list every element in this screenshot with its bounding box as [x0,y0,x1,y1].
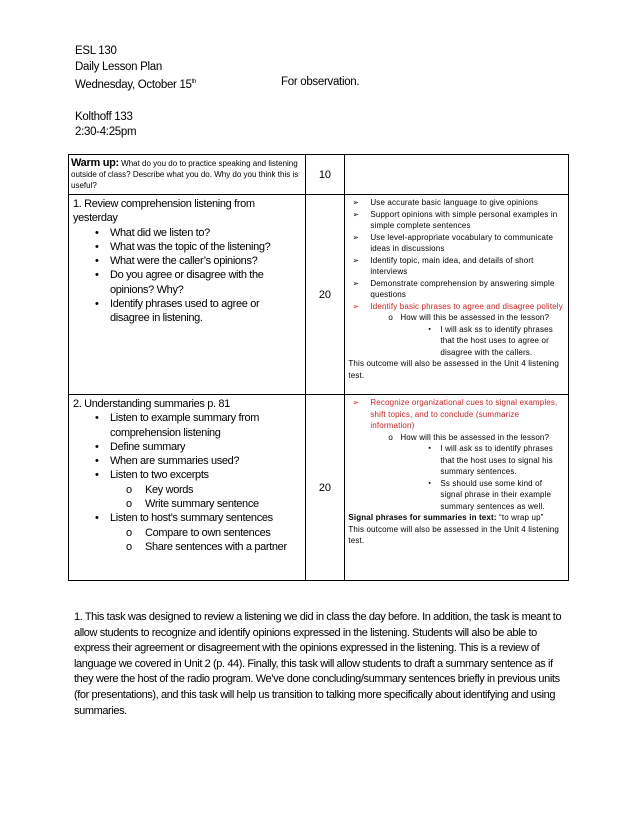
arrow-icon: ➢ [352,232,360,242]
section1-note: This outcome will also be assessed in the Unit 4 listening test. [348,359,559,380]
lesson-header [75,44,575,141]
arrow-icon: ➢ [352,255,360,265]
warmup-outcomes [345,155,569,195]
signal-text: “to wrap up” [496,513,544,522]
bullet-icon: • [95,269,99,282]
arrow-icon: ➢ [352,398,360,407]
circle-bullet-icon: o [388,313,393,322]
bullet-icon: • [95,455,99,468]
outcome-item: ➢ Use accurate basic language to give opinions [352,198,538,207]
warmup-text: What do you do to practice speaking and listening outside of class? Describe what you do. Why do you think this is useful? [71,159,299,190]
table-row [69,195,569,395]
section2-title: 2. Understanding summaries p. 81 [73,398,230,410]
list-item: • Identify phrases used to agree or disagree in listening. [95,298,260,325]
sub-list-item: o Share sentences with a partner [126,540,287,553]
bullet-icon: • [95,512,99,525]
list-item: • Listen to example summary from comprehension listening [95,412,260,439]
bullet-icon: • [95,440,99,453]
outcome-item-highlighted: ➢ Identify basic phrases to agree and disagree politely [352,301,563,311]
square-bullet-icon: ▪ [428,325,432,333]
table-row [69,155,569,195]
section2-outcomes [345,395,569,581]
course-code: ESL 130 [75,45,117,57]
bullet-icon: • [95,255,99,268]
list-item: • Listen to two excerpts o Key words o Write summary sentence [95,468,301,511]
table-row [69,395,569,581]
sub-list-item: o Write summary sentence [126,498,259,511]
list-item: • Listen to host’s summary sentences o Compare to own sentences o Share sentences with a partner [95,511,301,554]
list-item: • When are summaries used? [95,455,240,468]
section2-list [95,411,301,554]
signal-label: Signal phrases for summaries in text: [348,513,497,522]
assessment-answer: ▪ Ss should use some kind of signal phrase in their example summary sentences as well. [428,478,552,511]
sub-list-item: o Key words [126,483,194,496]
circle-bullet-icon: o [388,432,393,442]
arrow-icon: ➢ [352,209,360,219]
circle-bullet-icon: o [126,483,132,496]
section1-outcomes [345,195,569,395]
sub-list [126,483,301,512]
circle-bullet-icon: o [126,498,132,511]
circle-bullet-icon: o [126,526,132,539]
section2-minutes: 20 [305,395,345,581]
bullet-icon: • [95,226,99,239]
section2-note: This outcome will also be assessed in the Unit 4 listening test. [348,524,559,545]
assessment-question: o How will this be assessed in the lesson? [388,432,550,442]
section1-title: 1. Review comprehension listening from yesterday [73,198,255,225]
arrow-icon: ➢ [352,198,360,207]
list-item: • Define summary [95,440,186,453]
bullet-icon: • [95,298,99,311]
bullet-icon: • [95,469,99,482]
section2-activities [69,395,306,581]
square-bullet-icon: ▪ [428,445,432,452]
lesson-date: Wednesday, October 15th [75,79,197,91]
plan-title: Daily Lesson Plan [75,60,162,73]
assessment-answer: ▪ I will ask ss to identify phrases that the host uses to agree or disagree with the callers. [428,324,553,357]
lesson-plan-table [68,154,569,581]
outcome-item: ➢ Identify topic, main idea, and details of short interviews [352,255,534,276]
outcome-item: ➢ Use level-appropriate vocabulary to communicate ideas in discussions [352,232,554,253]
room: Kolthoff 133 [75,110,133,123]
signal-phrases [348,512,565,524]
outcome-item: ➢ Demonstrate comprehension by answering simple questions [352,278,555,299]
outcome-item-highlighted: ➢ Recognize organizational cues to signal examples, shift topics, and to conclude (summarize information) [352,398,558,430]
square-bullet-icon: ▪ [428,479,432,487]
observation-note: For observation. [281,76,360,88]
assessment-question: o How will this be assessed in the lesson? [388,313,550,322]
section1-activities [69,195,306,395]
assessment-answer: ▪ I will ask ss to identify phrases that the host uses to signal his summary sentences. [428,444,553,476]
class-time: 2:30-4:25pm [75,126,137,138]
list-item: • What were the caller’s opinions? [95,255,258,268]
warmup-title: Warm up: [71,157,119,169]
outcome-item: ➢ Support opinions with simple personal examples in simple complete sentences [352,209,558,230]
list-item: • What was the topic of the listening? [95,240,271,253]
sub-list-item: o Compare to own sentences [126,526,271,539]
section1-list [95,226,301,326]
bullet-icon: • [95,412,99,425]
footer-note: 1. This task was designed to review a listening we did in class the day before. In addition, the task is meant to allow students to recognize and identify opinions expressed in the listening. Students will also be able to express their agreement or disagreement with the opinions expressed in the listening. This is a review of language we covered in Unit 2 (p. 44). Finally, this task will allow students to draft a summary sentence as if they were the host of the radio program. We’ve done concluding/summary sentences briefly in previous units (for presentations), and this task will help us transition to talking more specifically about identifying and using summaries. [74,611,562,717]
bullet-icon: • [95,240,99,253]
warmup-cell [69,155,306,195]
circle-bullet-icon: o [126,540,132,553]
arrow-icon: ➢ [352,278,360,288]
arrow-icon: ➢ [352,301,360,311]
section1-minutes: 20 [305,195,345,395]
list-item: • Do you agree or disagree with the opinions? Why? [95,269,264,296]
list-item: • What did we listen to? [95,226,210,239]
sub-list [126,526,301,555]
warmup-minutes: 10 [305,155,345,195]
